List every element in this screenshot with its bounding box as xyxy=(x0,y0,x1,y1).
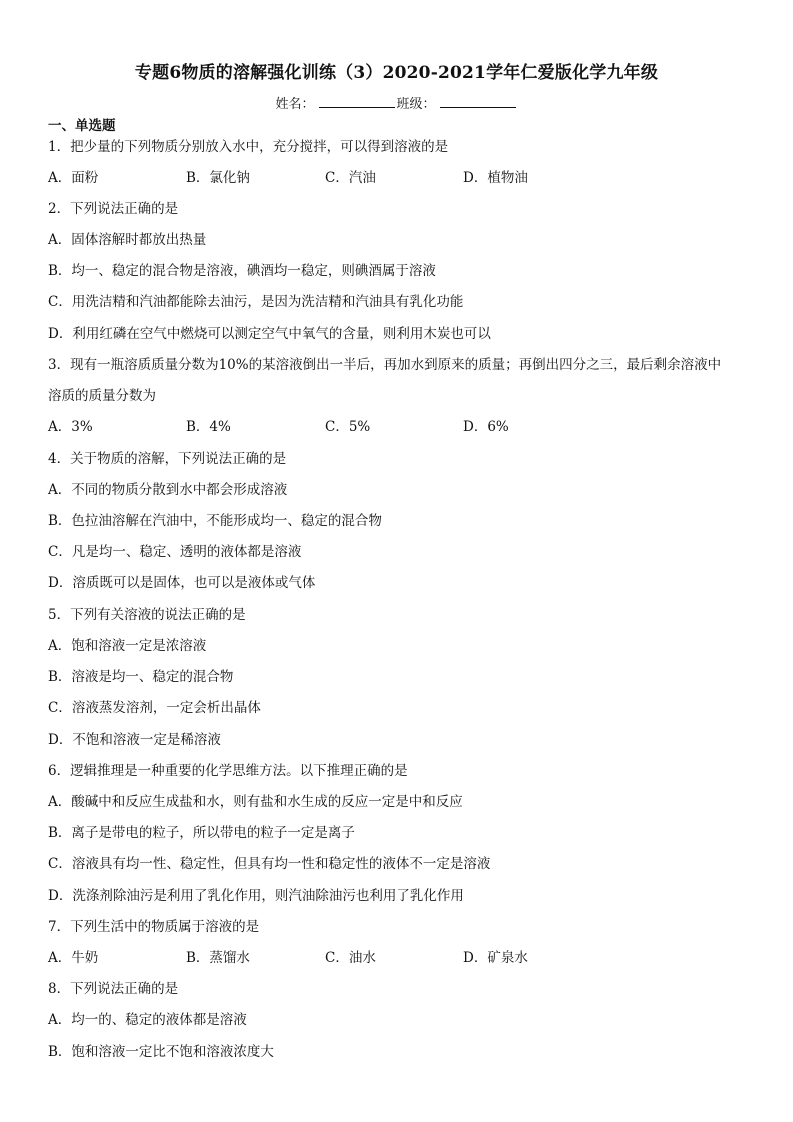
option-c: C．凡是均一、稳定、透明的液体都是溶液 xyxy=(48,544,302,560)
option-b: B．离子是带电的粒子，所以带电的粒子一定是离子 xyxy=(48,825,355,841)
option-d: D．洗涤剂除油污是利用了乳化作用，则汽油除油污也利用了乳化作用 xyxy=(48,888,464,904)
option-b: B．均一、稳定的混合物是溶液，碘酒均一稳定，则碘酒属于溶液 xyxy=(48,263,436,279)
page-title: 专题6物质的溶解强化训练（3）2020-2021学年仁爱版化学九年级 xyxy=(134,63,659,83)
question-stem: 2．下列说法正确的是 xyxy=(48,201,179,217)
option-b: B．4% xyxy=(186,419,231,435)
question-stem-line2: 溶质的质量分数为 xyxy=(48,388,156,404)
class-label: 班级： xyxy=(396,97,436,112)
question-stem: 5．下列有关溶液的说法正确的是 xyxy=(48,607,246,623)
question-stem: 1．把少量的下列物质分别放入水中，充分搅拌，可以得到溶液的是 xyxy=(48,139,449,155)
option-d: D．植物油 xyxy=(463,170,528,186)
section-title: 一、单选题 xyxy=(48,118,116,134)
option-a: A．不同的物质分散到水中都会形成溶液 xyxy=(48,482,288,498)
option-c: C．溶液蒸发溶剂，一定会析出晶体 xyxy=(48,700,261,716)
question-stem: 7．下列生活中的物质属于溶液的是 xyxy=(48,919,260,935)
question-stem: 4．关于物质的溶解，下列说法正确的是 xyxy=(48,451,287,467)
option-a: A．牛奶 xyxy=(48,950,99,966)
name-label: 姓名： xyxy=(275,97,315,112)
option-a: A．酸碱中和反应生成盐和水，则有盐和水生成的反应一定是中和反应 xyxy=(48,794,463,810)
option-a: A．面粉 xyxy=(48,170,99,186)
option-a: A．饱和溶液一定是浓溶液 xyxy=(48,638,207,654)
student-info-row xyxy=(0,93,793,112)
option-b: B．饱和溶液一定比不饱和溶液浓度大 xyxy=(48,1044,274,1060)
option-c: C．5% xyxy=(325,419,371,435)
option-a: A．3% xyxy=(48,419,93,435)
option-c: C．汽油 xyxy=(325,170,376,186)
option-c: C．油水 xyxy=(325,950,376,966)
option-d: D．矿泉水 xyxy=(463,950,528,966)
option-b: B．蒸馏水 xyxy=(186,950,250,966)
question-stem: 8．下列说法正确的是 xyxy=(48,981,179,997)
question-stem: 6．逻辑推理是一种重要的化学思维方法。以下推理正确的是 xyxy=(48,763,408,779)
option-b: B．氯化钠 xyxy=(186,170,250,186)
option-a: A．均一的、稳定的液体都是溶液 xyxy=(48,1012,247,1028)
option-d: D．不饱和溶液一定是稀溶液 xyxy=(48,732,221,748)
name-blank[interactable] xyxy=(319,95,395,108)
option-c: C．溶液具有均一性、稳定性，但具有均一性和稳定性的液体不一定是溶液 xyxy=(48,856,491,872)
class-blank[interactable] xyxy=(440,95,516,108)
option-a: A．固体溶解时都放出热量 xyxy=(48,232,207,248)
option-b: B．色拉油溶解在汽油中，不能形成均一、稳定的混合物 xyxy=(48,513,382,529)
question-stem-line1: 3．现有一瓶溶质质量分数为10%的某溶液倒出一半后，再加水到原来的质量；再倒出四分之三，最后剩余溶液中 xyxy=(48,357,722,373)
option-d: D．溶质既可以是固体，也可以是液体或气体 xyxy=(48,575,316,591)
option-d: D．6% xyxy=(463,419,509,435)
option-c: C．用洗洁精和汽油都能除去油污，是因为洗洁精和汽油具有乳化功能 xyxy=(48,294,464,310)
option-b: B．溶液是均一、稳定的混合物 xyxy=(48,669,234,685)
option-d: D．利用红磷在空气中燃烧可以测定空气中氧气的含量，则利用木炭也可以 xyxy=(48,326,491,342)
